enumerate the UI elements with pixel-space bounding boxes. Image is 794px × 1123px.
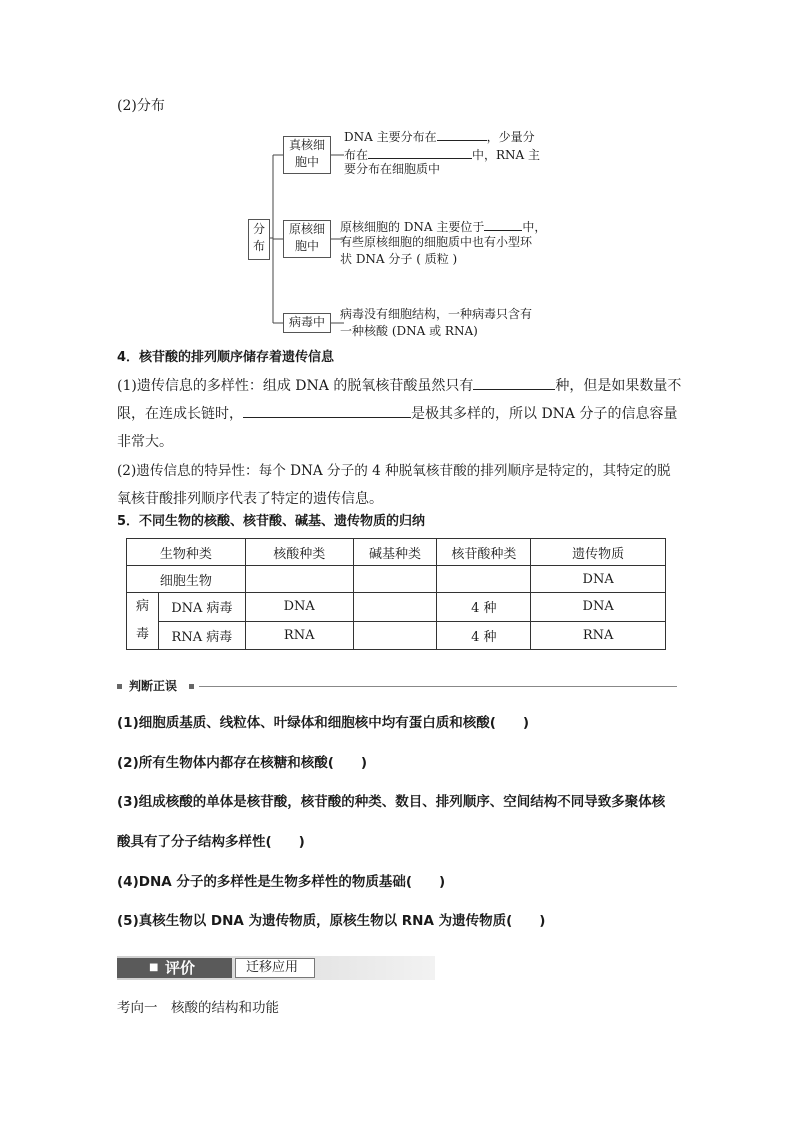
square-bullet-icon: ■ [149,962,159,973]
text-segment: 是极其多样的，所以 DNA 分子的信息容量 [411,406,678,422]
text-segment: 原核细胞的 DNA 主要位于 [340,220,485,234]
judge-item: (5)真核生物以 DNA 为遗传物质，原核生物以 RNA 为遗传物质( ) [117,913,546,929]
table-cell [353,593,437,622]
square-bullet-icon [189,684,194,689]
text-segment: 布在 [344,148,369,162]
eukaryote-line3: 要分布在细胞质中 [344,162,441,176]
prokaryote-line3: 状 DNA 分子 ( 质粒 ) [340,252,458,266]
branch-box-virus [283,313,331,333]
paragraph-diversity-line2 [117,400,677,428]
judge-item: 酸具有了分子结构多样性( ) [117,834,305,850]
branch-label-prokaryote: 原核细胞中 [288,222,325,253]
table-header: 碱基种类 [353,539,437,566]
paragraph-diversity-line1 [117,372,681,400]
table-cell: DNA [531,566,666,593]
virus-label-char: 毒 [135,627,149,642]
root-box-distribution [248,219,270,260]
prokaryote-line1 [340,216,546,236]
branch-box-eukaryote [283,136,331,174]
table-cell: 细胞生物 [127,566,246,593]
root-label: 分布 [252,222,265,253]
eukaryote-line1 [344,126,535,146]
text-segment: 限，在连成长链时， [117,406,243,422]
table-header-row [127,539,666,566]
tag-label: 迁移应用 [246,960,299,975]
text-segment: ，少量分 [486,130,535,144]
table-header: 核酸种类 [245,539,353,566]
table-cell: 4 种 [437,593,531,622]
table-header: 生物种类 [127,539,246,566]
table-cell: DNA [531,593,666,622]
table-header: 遗传物质 [531,539,666,566]
text-segment: 中， [522,220,547,234]
judge-divider [117,680,677,694]
judge-item: (4)DNA 分子的多样性是生物多样性的物质基础( ) [117,874,446,890]
blank [484,216,522,231]
paragraph-diversity-line3: 非常大。 [117,434,173,450]
section-heading-distribution: (2)分布 [117,98,165,114]
table-cell-virus-group [127,593,159,650]
table-cell: RNA [531,621,666,650]
judge-item: (1)细胞质基质、线粒体、叶绿体和细胞核中均有蛋白质和核酸( ) [117,715,530,731]
table-cell: DNA 病毒 [158,593,245,622]
virus-label-char: 病 [135,599,149,614]
direction-heading: 考向一 核酸的结构和功能 [117,1000,279,1016]
section-heading-genetic-info: 4．核苷酸的排列顺序储存着遗传信息 [117,350,335,365]
square-bullet-icon [117,684,122,689]
text-segment: 种，但是如果数量不 [555,378,682,394]
text-segment: DNA 主要分布在 [344,130,437,144]
table-cell [245,566,353,593]
eval-label: 评价 [165,959,196,977]
judge-item: (3)组成核酸的单体是核苷酸，核苷酸的种类、数目、排列顺序、空间结构不同导致多聚体核 [117,794,666,810]
evaluation-bar [117,956,435,980]
branch-label-eukaryote: 真核细胞中 [288,138,325,169]
virus-line1: 病毒没有细胞结构，一种病毒只含有 [340,307,533,321]
table-header: 核苷酸种类 [437,539,531,566]
table-cell: RNA 病毒 [158,621,245,650]
text-segment: 中，RNA 主 [472,148,541,162]
table-cell [437,566,531,593]
judge-title: 判断正误 [129,679,178,693]
table-cell: RNA [245,621,353,650]
summary-table [126,538,666,650]
paragraph-specificity-line1: (2)遗传信息的特异性：每个 DNA 分子的 4 种脱氧核苷酸的排列顺序是特定的，其特定的脱 [117,463,671,479]
table-row [127,621,666,650]
table-cell [353,621,437,650]
prokaryote-line2: 有些原核细胞的细胞质中也有小型环 [340,235,533,249]
branch-label-virus: 病毒中 [288,315,325,329]
table-cell [353,566,437,593]
table-row [127,593,666,622]
tag-box [235,958,315,978]
blank [437,126,487,141]
divider-line [199,686,677,687]
branch-box-prokaryote [283,220,331,258]
blank [243,403,411,418]
paragraph-specificity-line2: 氧核苷酸排列顺序代表了特定的遗传信息。 [117,491,383,507]
table-row [127,566,666,593]
section-heading-summary: 5．不同生物的核酸、核苷酸、碱基、遗传物质的归纳 [117,514,426,529]
table-cell: DNA [245,593,353,622]
blank [473,375,555,390]
blank [368,144,472,159]
text-segment: (1)遗传信息的多样性：组成 DNA 的脱氧核苷酸虽然只有 [117,378,474,394]
virus-line2: 一种核酸 (DNA 或 RNA) [340,324,478,338]
table-cell: 4 种 [437,621,531,650]
judge-item: (2)所有生物体内都存在核糖和核酸( ) [117,755,368,771]
